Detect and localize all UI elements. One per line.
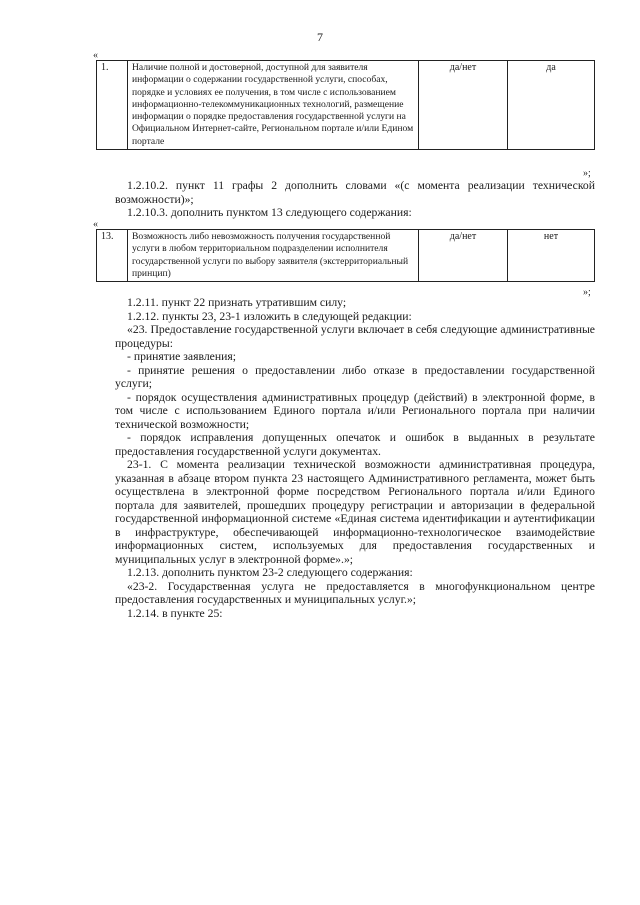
para-1-2-14: 1.2.14. в пункте 25: <box>127 606 223 620</box>
table1-open-quote: « <box>93 50 98 61</box>
table2 <box>96 229 595 282</box>
text-block-1 <box>115 179 595 220</box>
para-23: «23. Предоставление государственной услуги включает в себя следующие административные процедуры: <box>115 323 595 350</box>
para-1-2-13: 1.2.13. дополнить пунктом 23-2 следующего содержания: <box>127 566 413 579</box>
table1-close-quote: »; <box>583 168 591 179</box>
table2-text: Возможность либо невозможность получения государственной услуги в любом территориальном подразделении исполнителя государственной услуги по выбору заявителя (экстерриториальный принцип) <box>128 230 419 282</box>
table2-col3: да/нет <box>419 230 508 282</box>
list-item-3: - порядок осуществления административных процедур (действий) в электронной форме, в том числе с использованием Единого портала и/или Регионального портала при наличии технической возможности; <box>115 390 595 431</box>
para-23-1: 23-1. С момента реализации технической возможности административная процедура, указанная в абзаце втором пункта 23 настоящего Административного регламента, может быть осуществлена в электронной форме посредством Регионального портала и/или Единого портала для заявителей, прошедших процедуру регистрации и авторизации в федеральной государственной информационной системе «Единая система идентификации и аутентификации в инфраструктуре, обеспечивающей информационно-технологическое взаимодействие информационных систем, используемых для предоставления государственных и муниципальных услуг в электронной форме».»; <box>115 458 595 566</box>
table2-close-quote: »; <box>583 287 591 298</box>
table2-number: 13. <box>97 230 128 282</box>
table1-number: 1. <box>97 61 128 150</box>
para-1-2-12: 1.2.12. пункты 23, 23-1 изложить в следующей редакции: <box>127 309 412 323</box>
table1-text: Наличие полной и достоверной, доступной для заявителя информации о содержании государственной услуги, способах, порядке и условиях ее получения, в том числе с использованием информационно-телекоммуникационных технологий, размещение информации о порядке предоставления государственной услуги на Официальном Интернет-сайте, Региональном портале и/или Едином портале <box>128 61 419 150</box>
para-1-2-10-2: 1.2.10.2. пункт 11 графы 2 дополнить словами «(с момента реализации технической возможности)»; <box>115 179 595 206</box>
table1 <box>96 60 595 150</box>
para-23-2: «23-2. Государственная услуга не предоставляется в многофункциональном центре предоставления государственных и муниципальных услуг.»; <box>115 579 595 606</box>
page-number: 7 <box>317 30 323 44</box>
list-item-1: - принятие заявления; <box>127 350 236 363</box>
table1-col4: да <box>508 61 595 150</box>
table2-open-quote: « <box>93 219 98 230</box>
list-item-2: - принятие решения о предоставлении либо отказе в предоставлении государственной услуги; <box>115 363 595 390</box>
table1-col3: да/нет <box>419 61 508 150</box>
table2-col4: нет <box>508 230 595 282</box>
text-block-2 <box>115 296 595 620</box>
para-1-2-10-3: 1.2.10.3. дополнить пунктом 13 следующего содержания: <box>127 206 412 219</box>
para-1-2-11: 1.2.11. пункт 22 признать утратившим силу; <box>127 296 347 309</box>
list-item-4: - порядок исправления допущенных опечаток и ошибок в выданных в результате предоставления государственной услуги документах. <box>115 431 595 458</box>
